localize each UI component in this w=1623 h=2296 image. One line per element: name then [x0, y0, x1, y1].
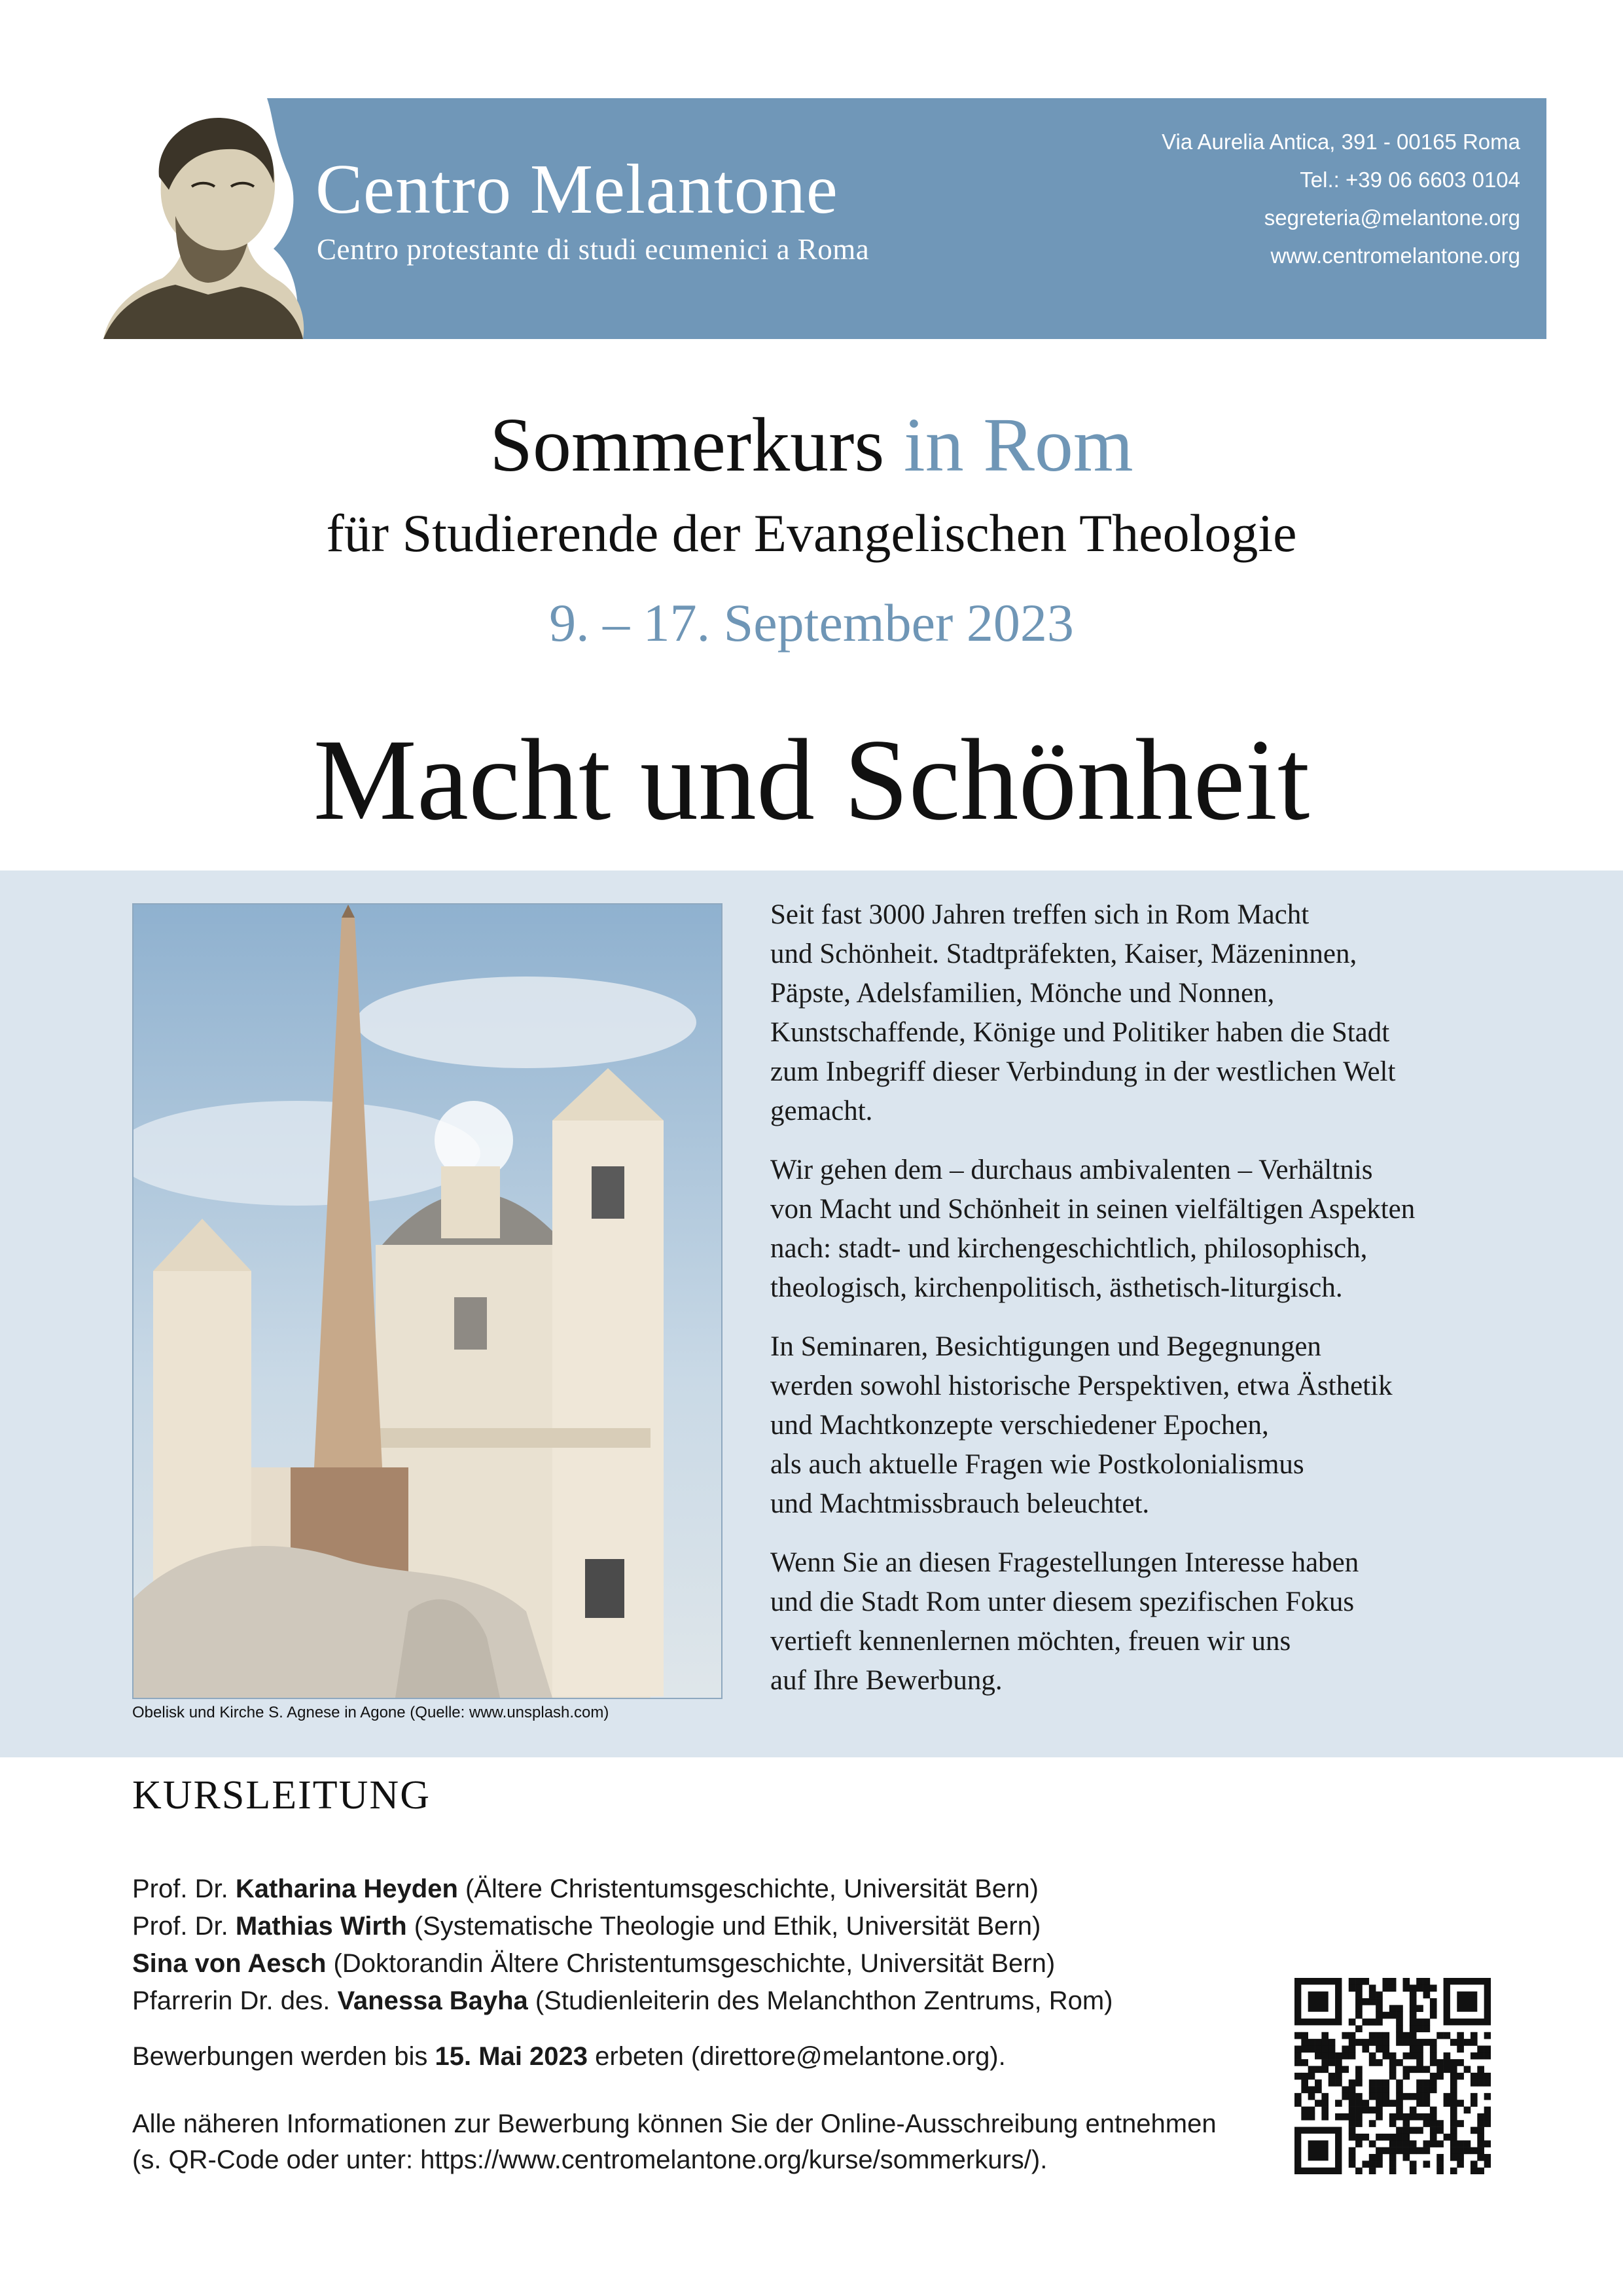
- paragraph-2: [770, 1151, 1523, 1308]
- text-line: In Seminaren, Besichtigungen und Begegnungen: [770, 1331, 1321, 1362]
- melanchthon-portrait-icon: [77, 98, 332, 339]
- paragraph-1: [770, 895, 1523, 1131]
- leader-prefix: Pfarrerin Dr. des.: [132, 1986, 338, 2015]
- leader-name: Sina von Aesch: [132, 1949, 327, 1978]
- course-title-main: Sommerkurs: [490, 402, 885, 488]
- paragraph-3: [770, 1327, 1523, 1524]
- main-title: Macht und Schönheit: [313, 715, 1310, 844]
- leadership-heading: KURSLEITUNG: [132, 1773, 431, 1818]
- text-line: als auch aktuelle Fragen wie Postkolonialismus: [770, 1449, 1304, 1480]
- leader-entry: [132, 1945, 1113, 1982]
- photo-caption: Obelisk und Kirche S. Agnese in Agone (Quelle: www.unsplash.com): [132, 1704, 609, 1721]
- text-line: Wir gehen dem – durchaus ambivalenten – Verhältnis: [770, 1155, 1373, 1185]
- application-info: [132, 2106, 1217, 2178]
- application-deadline: [132, 2042, 1006, 2072]
- contact-website[interactable]: www.centromelantone.org: [1270, 243, 1520, 268]
- text-line: und Schönheit. Stadtpräfekten, Kaiser, Mäzeninnen,: [770, 939, 1357, 969]
- leader-detail: (Studienleiterin des Melanchthon Zentrums, Rom): [527, 1986, 1113, 2015]
- org-name: Centro Melantone: [315, 151, 838, 228]
- paragraph-4: [770, 1543, 1523, 1700]
- church-illustration-icon: [134, 905, 721, 1698]
- text-line: und die Stadt Rom unter diesem spezifischen Fokus: [770, 1587, 1355, 1617]
- leader-name: Mathias Wirth: [235, 1912, 407, 1941]
- text-line: nach: stadt- und kirchengeschichtlich, philosophisch,: [770, 1233, 1368, 1264]
- leader-entry: [132, 1908, 1113, 1945]
- leader-detail: (Doktorandin Ältere Christentumsgeschichte, Universität Bern): [326, 1949, 1056, 1978]
- text-line: werden sowohl historische Perspektiven, etwa Ästhetik: [770, 1371, 1393, 1401]
- course-dates: 9. – 17. September 2023: [549, 593, 1074, 653]
- text-line: Seit fast 3000 Jahren treffen sich in Rom Macht: [770, 899, 1310, 930]
- leadership-list: [132, 1871, 1113, 2020]
- body-text: [770, 895, 1523, 1720]
- leader-entry: [132, 1871, 1113, 1908]
- text-line: auf Ihre Bewerbung.: [770, 1665, 1003, 1696]
- deadline-date: 15. Mai 2023: [435, 2042, 588, 2071]
- audience-line: für Studierende der Evangelischen Theologie: [326, 503, 1297, 563]
- info-line: Alle näheren Informationen zur Bewerbung können Sie der Online-Ausschreibung entnehmen: [132, 2109, 1217, 2138]
- course-title-accent: in Rom: [903, 402, 1133, 488]
- text-line: vertieft kennenlernen möchten, freuen wir uns: [770, 1626, 1291, 1657]
- leader-entry: [132, 1982, 1113, 2020]
- contact-block: [1162, 123, 1520, 275]
- qr-code-icon[interactable]: [1294, 1978, 1491, 2174]
- text-line: Päpste, Adelsfamilien, Mönche und Nonnen,: [770, 978, 1275, 1009]
- org-subtitle: Centro protestante di studi ecumenici a Roma: [317, 233, 870, 266]
- leader-name: Vanessa Bayha: [337, 1986, 528, 2015]
- leader-name: Katharina Heyden: [235, 1874, 458, 1903]
- contact-phone: Tel.: +39 06 6603 0104: [1300, 168, 1520, 192]
- course-title: [0, 401, 1623, 490]
- text-line: und Machtmissbrauch beleuchtet.: [770, 1488, 1150, 1519]
- church-obelisk-photo: [132, 903, 722, 1699]
- contact-address: Via Aurelia Antica, 391 - 00165 Roma: [1162, 130, 1520, 154]
- leader-prefix: Prof. Dr.: [132, 1912, 236, 1941]
- text-line: Kunstschaffende, Könige und Politiker haben die Stadt: [770, 1017, 1390, 1048]
- contact-email[interactable]: segreteria@melantone.org: [1264, 206, 1520, 230]
- text-line: zum Inbegriff dieser Verbindung in der westlichen Welt: [770, 1056, 1396, 1087]
- text-line: und Machtkonzepte verschiedener Epochen,: [770, 1410, 1269, 1441]
- text-line: theologisch, kirchenpolitisch, ästhetisch-liturgisch.: [770, 1272, 1343, 1303]
- apply-pre: Bewerbungen werden bis: [132, 2042, 435, 2071]
- info-line[interactable]: (s. QR-Code oder unter: https://www.centromelantone.org/kurse/sommerkurs/).: [132, 2145, 1048, 2174]
- leader-detail: (Systematische Theologie und Ethik, Universität Bern): [406, 1912, 1041, 1941]
- apply-post: erbeten (direttore@melantone.org).: [588, 2042, 1006, 2071]
- text-line: Wenn Sie an diesen Fragestellungen Interesse haben: [770, 1547, 1359, 1578]
- text-line: gemacht.: [770, 1096, 873, 1126]
- leader-detail: (Ältere Christentumsgeschichte, Universität Bern): [457, 1874, 1039, 1903]
- text-line: von Macht und Schönheit in seinen vielfältigen Aspekten: [770, 1194, 1416, 1225]
- leader-prefix: Prof. Dr.: [132, 1874, 236, 1903]
